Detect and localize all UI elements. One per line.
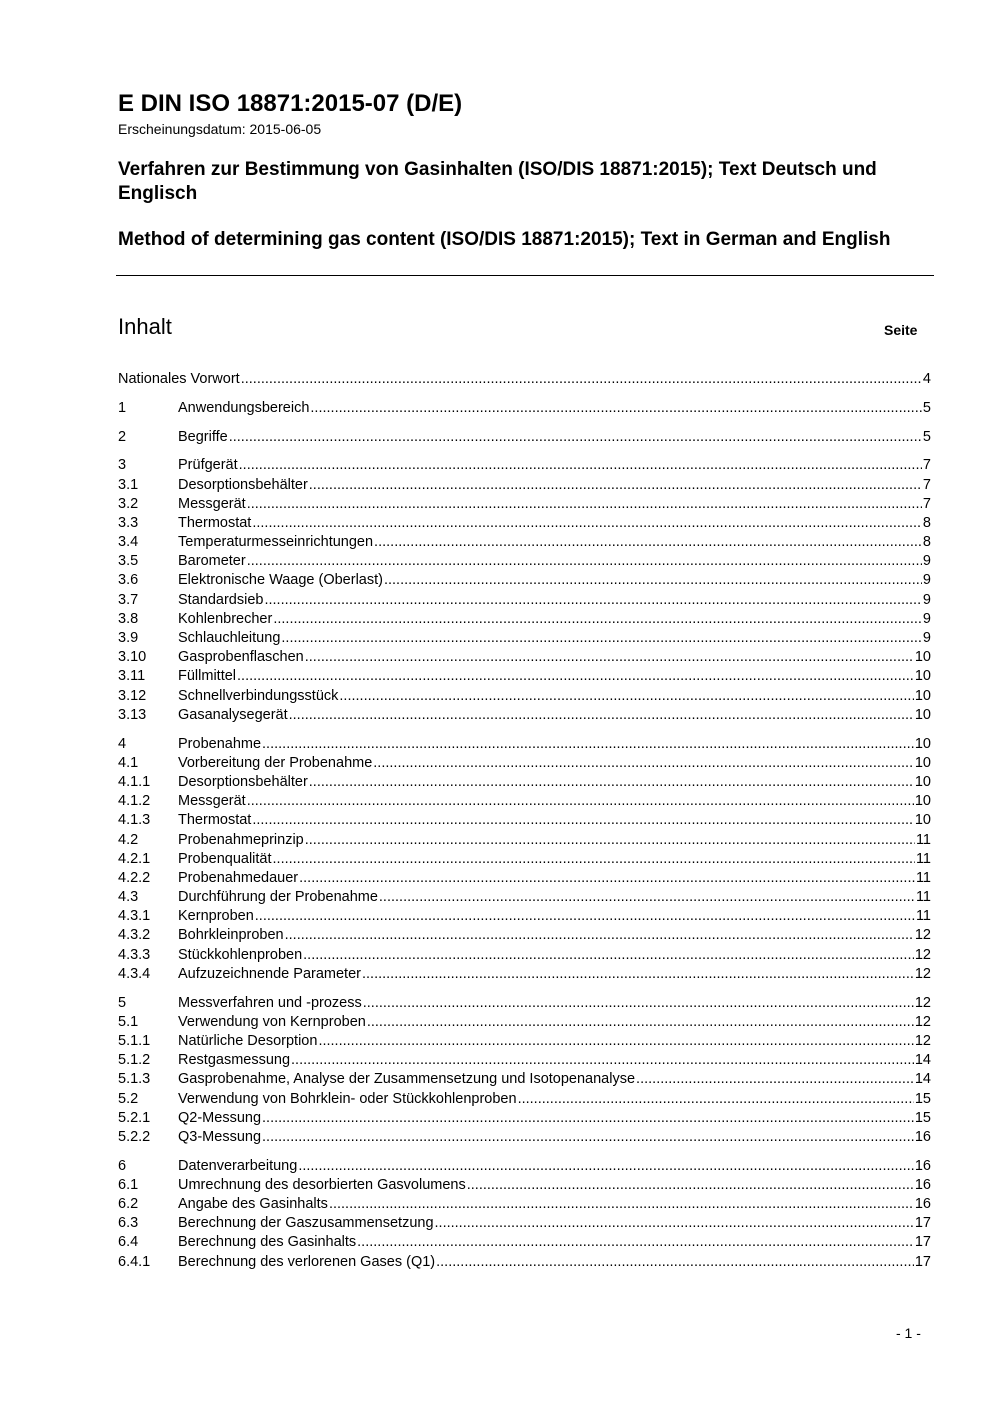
toc-dot-leader — [299, 869, 915, 888]
toc-entry-title: Standardsieb — [178, 591, 264, 608]
toc-entry-title: Barometer — [178, 553, 246, 570]
toc-entry-number: 3.11 — [118, 668, 146, 685]
toc-entry[interactable] — [118, 773, 931, 792]
toc-entry-page: 10 — [914, 793, 931, 810]
toc-entry-number: 4.2.1 — [118, 850, 151, 867]
toc-entry-number: 5.2.1 — [118, 1109, 151, 1126]
toc-entry-number: 6.1 — [118, 1176, 139, 1193]
toc-dot-leader — [289, 706, 914, 725]
toc-entry-page: 10 — [914, 668, 931, 685]
toc-entry-page: 12 — [914, 1032, 931, 1049]
toc-entry-title: Begriffe — [178, 428, 228, 445]
toc-entry-number: 5 — [118, 994, 127, 1011]
toc-entry-page: 9 — [922, 572, 931, 589]
toc-entry-title: Restgasmessung — [178, 1052, 291, 1069]
toc-entry[interactable] — [118, 946, 931, 965]
table-of-contents — [118, 370, 931, 1272]
toc-entry-title: Kohlenbrecher — [178, 610, 273, 627]
toc-entry-number: 6.2 — [118, 1196, 139, 1213]
toc-entry-page: 7 — [922, 476, 931, 493]
toc-entry[interactable] — [118, 1176, 931, 1195]
toc-entry[interactable] — [118, 869, 931, 888]
toc-entry-title: Messgerät — [178, 495, 246, 512]
toc-entry[interactable] — [118, 476, 931, 495]
toc-entry[interactable] — [118, 399, 931, 418]
toc-entry-title: Messverfahren und -prozess — [178, 994, 362, 1011]
toc-entry-title: Probenahmeprinzip — [178, 831, 304, 848]
toc-entry-title: Desorptionsbehälter — [178, 773, 308, 790]
toc-entry[interactable] — [118, 811, 931, 830]
publication-date: Erscheinungsdatum: 2015-06-05 — [118, 121, 322, 137]
toc-entry-page: 16 — [914, 1196, 931, 1213]
toc-dot-leader — [247, 552, 922, 571]
toc-dot-leader — [310, 399, 922, 418]
toc-entry-title: Elektronische Waage (Oberlast) — [178, 572, 383, 589]
toc-entry-page: 17 — [914, 1215, 931, 1232]
toc-entry-number: 4.1 — [118, 754, 139, 771]
toc-entry-number: 5.1 — [118, 1013, 139, 1030]
toc-entry[interactable] — [118, 850, 931, 869]
toc-entry-title: Verwendung von Bohrklein- oder Stückkohlenproben — [178, 1090, 517, 1107]
toc-entry-number: 4.1.1 — [118, 773, 151, 790]
toc-entry[interactable] — [118, 1214, 931, 1233]
title-english: Method of determining gas content (ISO/DIS 18871:2015); Text in German and English — [118, 229, 891, 250]
toc-entry-page: 17 — [914, 1234, 931, 1251]
toc-entry-number: 4.3.3 — [118, 946, 151, 963]
toc-entry-number: 4 — [118, 735, 127, 752]
toc-entry-page: 10 — [914, 773, 931, 790]
toc-dot-leader — [309, 773, 914, 792]
toc-entry-number: 4.3.2 — [118, 927, 151, 944]
toc-entry-title: Vorbereitung der Probenahme — [178, 754, 373, 771]
toc-entry[interactable] — [118, 1032, 931, 1051]
contents-heading: Inhalt — [118, 314, 172, 339]
toc-entry[interactable] — [118, 648, 931, 667]
toc-entry-page: 9 — [922, 591, 931, 608]
toc-entry[interactable] — [118, 370, 931, 389]
toc-entry-number: 3.10 — [118, 649, 147, 666]
toc-entry-page: 10 — [914, 649, 931, 666]
toc-entry-title: Q2-Messung — [178, 1109, 262, 1126]
toc-entry-page: 11 — [915, 850, 931, 867]
toc-entry-page: 9 — [922, 553, 931, 570]
toc-dot-leader — [291, 1051, 914, 1070]
toc-entry-page: 4 — [922, 371, 931, 387]
toc-entry-page: 14 — [914, 1052, 931, 1069]
toc-entry-number: 6.3 — [118, 1215, 139, 1232]
toc-entry-title: Gasprobenflaschen — [178, 649, 304, 666]
toc-dot-leader — [379, 888, 915, 907]
toc-entry[interactable] — [118, 687, 931, 706]
toc-entry-number: 4.2.2 — [118, 869, 151, 886]
toc-dot-leader — [305, 648, 914, 667]
toc-entry[interactable] — [118, 926, 931, 945]
toc-entry-title: Durchführung der Probenahme — [178, 889, 378, 906]
toc-entry-page: 5 — [922, 399, 931, 416]
toc-entry-page: 15 — [914, 1109, 931, 1126]
toc-entry-number: 3.8 — [118, 610, 139, 627]
toc-entry-title: Anwendungsbereich — [178, 399, 310, 416]
toc-dot-leader — [329, 1195, 914, 1214]
toc-dot-leader — [436, 1253, 914, 1272]
toc-entry[interactable] — [118, 831, 931, 850]
toc-entry-title: Probenqualität — [178, 850, 272, 867]
toc-entry-number: 4.2 — [118, 831, 139, 848]
toc-entry-number: 3.1 — [118, 476, 139, 493]
toc-dot-leader — [363, 994, 914, 1013]
toc-entry[interactable] — [118, 428, 931, 447]
toc-entry-number: 5.1.3 — [118, 1071, 151, 1088]
toc-dot-leader — [467, 1176, 914, 1195]
toc-entry-page: 16 — [914, 1128, 931, 1145]
toc-entry[interactable] — [118, 735, 931, 754]
toc-entry-number: 3.4 — [118, 534, 139, 551]
toc-entry[interactable] — [118, 533, 931, 552]
toc-entry-title: Probenahmedauer — [178, 869, 299, 886]
toc-dot-leader — [262, 735, 914, 754]
toc-entry-number: 3.12 — [118, 687, 147, 704]
toc-dot-leader — [318, 1032, 913, 1051]
toc-entry-number: 4.3.4 — [118, 965, 151, 982]
toc-entry-title: Berechnung des verlorenen Gases (Q1) — [178, 1253, 436, 1270]
toc-entry-page: 17 — [914, 1253, 931, 1270]
toc-dot-leader — [305, 831, 915, 850]
toc-entry-page: 10 — [914, 687, 931, 704]
toc-entry[interactable] — [118, 456, 931, 475]
toc-entry-number: 6 — [118, 1157, 127, 1174]
toc-dot-leader — [262, 1109, 914, 1128]
toc-entry-title: Nationales Vorwort — [118, 371, 240, 387]
toc-entry-page: 16 — [914, 1176, 931, 1193]
toc-entry[interactable] — [118, 1233, 931, 1252]
title-german: Verfahren zur Bestimmung von Gasinhalten (ISO/DIS 18871:2015); Text Deutsch und Englisch — [118, 159, 877, 204]
toc-dot-leader — [303, 946, 914, 965]
page-number: - 1 - — [896, 1325, 921, 1341]
toc-dot-leader — [309, 476, 922, 495]
toc-dot-leader — [239, 456, 922, 475]
toc-dot-leader — [435, 1214, 914, 1233]
toc-dot-leader — [339, 687, 913, 706]
toc-entry[interactable] — [118, 610, 931, 629]
toc-dot-leader — [229, 428, 922, 447]
toc-entry-page: 9 — [922, 610, 931, 627]
toc-entry[interactable] — [118, 1109, 931, 1128]
toc-entry-page: 9 — [922, 630, 931, 647]
toc-entry-page: 10 — [914, 706, 931, 723]
toc-entry-title: Berechnung des Gasinhalts — [178, 1234, 357, 1251]
toc-entry-title: Angabe des Gasinhalts — [178, 1196, 328, 1213]
toc-dot-leader — [241, 370, 922, 389]
toc-entry-number: 2 — [118, 428, 127, 445]
toc-entry[interactable] — [118, 907, 931, 926]
toc-entry-title: Probenahme — [178, 735, 262, 752]
toc-entry[interactable] — [118, 552, 931, 571]
toc-entry-page: 11 — [915, 831, 931, 848]
toc-entry-page: 10 — [914, 754, 931, 771]
toc-entry-page: 11 — [915, 889, 931, 906]
toc-dot-leader — [518, 1090, 914, 1109]
toc-entry-page: 15 — [914, 1090, 931, 1107]
toc-entry-page: 8 — [922, 514, 931, 531]
toc-entry-number: 3 — [118, 457, 127, 474]
toc-entry-title: Q3-Messung — [178, 1128, 262, 1145]
toc-entry-number: 3.5 — [118, 553, 139, 570]
toc-entry-page: 11 — [915, 908, 931, 925]
toc-entry-title: Stückkohlenproben — [178, 946, 303, 963]
toc-entry[interactable] — [118, 706, 931, 725]
toc-entry-title: Berechnung der Gaszusammensetzung — [178, 1215, 434, 1232]
toc-entry-page: 12 — [914, 946, 931, 963]
toc-dot-leader — [281, 629, 922, 648]
toc-entry-page: 10 — [914, 735, 931, 752]
toc-entry-number: 1 — [118, 399, 127, 416]
toc-entry[interactable] — [118, 792, 931, 811]
toc-entry-number: 5.1.2 — [118, 1052, 151, 1069]
toc-entry[interactable] — [118, 1090, 931, 1109]
page-column-heading: Seite — [884, 322, 918, 338]
toc-entry-title: Natürliche Desorption — [178, 1032, 318, 1049]
toc-entry-number: 3.7 — [118, 591, 139, 608]
toc-entry-title: Thermostat — [178, 514, 252, 531]
toc-entry-page: 7 — [922, 457, 931, 474]
header-divider — [116, 275, 934, 276]
toc-entry-number: 3.2 — [118, 495, 139, 512]
toc-entry-page: 14 — [914, 1071, 931, 1088]
toc-entry-page: 16 — [914, 1157, 931, 1174]
toc-dot-leader — [252, 514, 922, 533]
toc-entry-page: 12 — [914, 1013, 931, 1030]
toc-dot-leader — [273, 610, 922, 629]
toc-entry[interactable] — [118, 1051, 931, 1070]
toc-entry-number: 3.13 — [118, 706, 147, 723]
toc-entry[interactable] — [118, 1157, 931, 1176]
toc-entry-page: 12 — [914, 994, 931, 1011]
toc-entry-title: Gasanalysegerät — [178, 706, 288, 723]
toc-dot-leader — [247, 792, 914, 811]
toc-entry-title: Prüfgerät — [178, 457, 238, 474]
toc-entry-number: 4.1.2 — [118, 793, 151, 810]
toc-entry-number: 5.2 — [118, 1090, 139, 1107]
toc-entry-title: Bohrkleinproben — [178, 927, 284, 944]
toc-dot-leader — [252, 811, 914, 830]
toc-entry[interactable] — [118, 1195, 931, 1214]
toc-entry-page: 12 — [914, 927, 931, 944]
toc-entry-number: 4.3.1 — [118, 908, 151, 925]
toc-entry-title: Temperaturmesseinrichtungen — [178, 534, 374, 551]
toc-entry[interactable] — [118, 514, 931, 533]
toc-dot-leader — [384, 571, 922, 590]
toc-entry-number: 3.3 — [118, 514, 139, 531]
toc-entry-title: Messgerät — [178, 793, 246, 810]
toc-dot-leader — [264, 591, 921, 610]
toc-entry-title: Thermostat — [178, 812, 252, 829]
toc-entry[interactable] — [118, 495, 931, 514]
toc-entry-title: Schlauchleitung — [178, 630, 281, 647]
toc-entry-title: Füllmittel — [178, 668, 237, 685]
toc-entry-number: 5.2.2 — [118, 1128, 151, 1145]
toc-entry[interactable] — [118, 1253, 931, 1272]
toc-dot-leader — [367, 1013, 914, 1032]
toc-dot-leader — [273, 850, 915, 869]
toc-dot-leader — [357, 1233, 914, 1252]
toc-entry[interactable] — [118, 888, 931, 907]
toc-entry-number: 5.1.1 — [118, 1032, 151, 1049]
toc-entry-number: 4.1.3 — [118, 812, 151, 829]
toc-entry-page: 12 — [914, 965, 931, 982]
toc-entry[interactable] — [118, 754, 931, 773]
toc-dot-leader — [262, 1128, 914, 1147]
toc-dot-leader — [373, 754, 914, 773]
toc-dot-leader — [237, 667, 914, 686]
toc-entry-title: Kernproben — [178, 908, 254, 925]
toc-dot-leader — [247, 495, 922, 514]
toc-entry-title: Gasprobenahme, Analyse der Zusammensetzung und Isotopenanalyse — [178, 1071, 636, 1088]
toc-dot-leader — [374, 533, 922, 552]
toc-entry-number: 6.4.1 — [118, 1253, 151, 1270]
toc-entry[interactable] — [118, 1128, 931, 1147]
toc-entry[interactable] — [118, 965, 931, 984]
toc-entry-title: Aufzuzeichnende Parameter — [178, 965, 361, 982]
toc-dot-leader — [298, 1157, 914, 1176]
toc-dot-leader — [285, 926, 914, 945]
toc-entry[interactable] — [118, 629, 931, 648]
toc-entry[interactable] — [118, 994, 931, 1013]
toc-entry[interactable] — [118, 667, 931, 686]
toc-entry[interactable] — [118, 571, 931, 590]
toc-entry[interactable] — [118, 1013, 931, 1032]
toc-entry-title: Datenverarbeitung — [178, 1157, 298, 1174]
toc-entry-page: 5 — [922, 428, 931, 445]
toc-entry-number: 3.6 — [118, 572, 139, 589]
toc-entry[interactable] — [118, 1070, 931, 1089]
document-id: E DIN ISO 18871:2015-07 (D/E) — [118, 90, 463, 117]
toc-entry-page: 11 — [915, 869, 931, 886]
toc-entry-page: 8 — [922, 534, 931, 551]
toc-entry-number: 6.4 — [118, 1234, 139, 1251]
toc-entry-title: Desorptionsbehälter — [178, 476, 308, 493]
toc-entry-title: Verwendung von Kernproben — [178, 1013, 366, 1030]
toc-entry-page: 10 — [914, 812, 931, 829]
toc-dot-leader — [362, 965, 914, 984]
toc-entry[interactable] — [118, 591, 931, 610]
toc-dot-leader — [255, 907, 915, 926]
toc-entry-title: Umrechnung des desorbierten Gasvolumens — [178, 1176, 466, 1193]
toc-entry-number: 4.3 — [118, 889, 139, 906]
toc-dot-leader — [636, 1070, 914, 1089]
toc-entry-title: Schnellverbindungsstück — [178, 687, 339, 704]
toc-entry-page: 7 — [922, 495, 931, 512]
toc-entry-number: 3.9 — [118, 630, 139, 647]
